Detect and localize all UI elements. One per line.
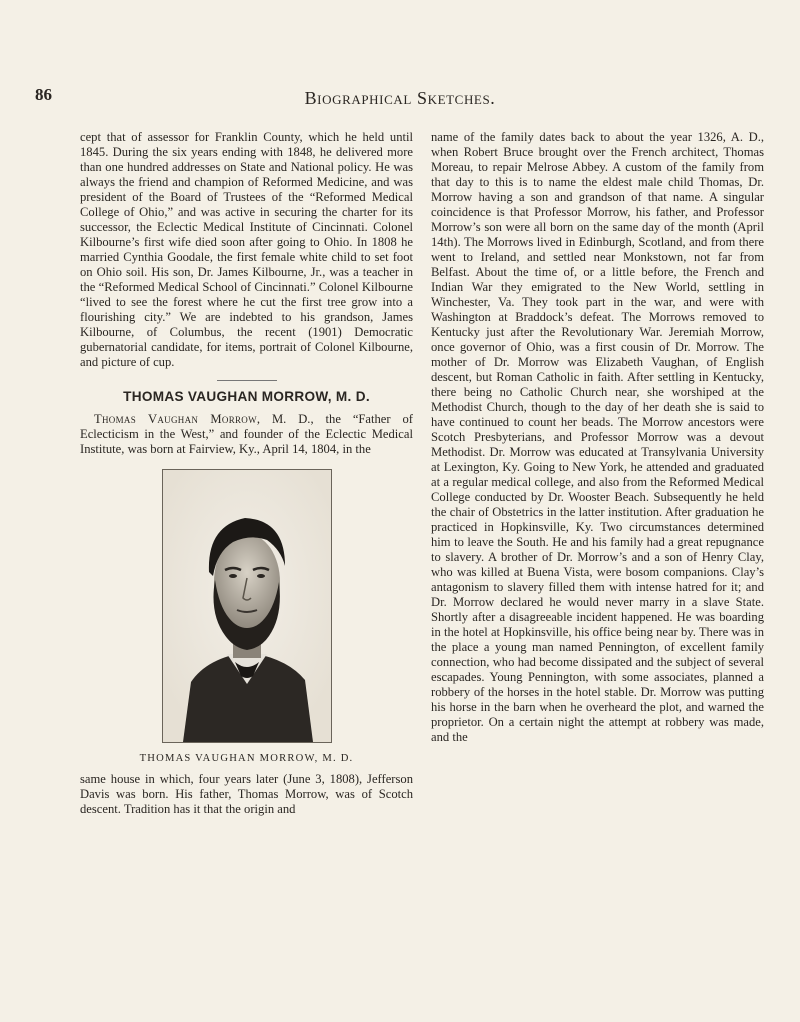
page-number: 86 [35, 85, 52, 104]
portrait-photo [163, 470, 331, 742]
portrait-frame [162, 469, 332, 743]
right-column [431, 130, 764, 745]
portrait-caption: THOMAS VAUGHAN MORROW, M. D. [139, 753, 354, 764]
lead-name: Thomas Vaughan Morrow [94, 412, 257, 426]
section-divider [217, 380, 277, 381]
left-column [80, 130, 413, 817]
running-head: Biographical Sketches. [304, 88, 496, 108]
paragraph [80, 412, 413, 457]
section-heading: THOMAS VAUGHAN MORROW, M. D. [123, 389, 370, 404]
paragraph: same house in which, four years later (June 3, 1808), Jefferson Davis was born. His father, Thomas Morrow, was of Scotch descent. Tradition has it that the origin and [80, 772, 413, 816]
paragraph-text: , M. D., the “Father of Eclecticism in the West,” and founder of the Eclectic Medical Institute, was born at Fairview, Ky., April 14, 1804, in the [80, 412, 413, 456]
paragraph: cept that of assessor for Franklin County, which he held until 1845. During the six years ending with 1848, he delivered more than one hundred addresses on State and National policy. He was always the friend and champion of Reformed Medicine, and was president of the Board of Trustees of the “Reformed Medical College of Ohio,” and was active in securing the charter for its successor, the Eclectic Medical Institute of Cincinnati. Colonel Kilbourne’s first wife died soon after going to Ohio. In 1808 he married Cynthia Goodale, the first female white child to set foot on Ohio soil. His son, Dr. James Kilbourne, Jr., was a teacher in the “Reformed Medical School of Cincinnati.” Colonel Kilbourne “lived to see the forest where he cut the first tree grow into a flourishing city.” We are indebted to his grandson, James Kilbourne, of Columbus, the recent (1901) Democratic gubernatorial candidate, for items, portrait of Colonel Kilbourne, and picture of cup. [80, 130, 413, 369]
paragraph: name of the family dates back to about the year 1326, A. D., when Robert Bruce brought over the French architect, Thomas Moreau, to repair Melrose Abbey. A custom of the family from that day to this is to name the eldest male child Thomas, Dr. Morrow having a son and grandson of that name. A singular coincidence is that Professor Morrow, his father, and Professor Morrow’s son were all born on the same day of the month (April 14th). The Morrows lived in Edinburgh, Scotland, and from there went to Ireland, and settled near Monkstown, not far from Belfast. About the time of, or a little before, the French and Indian War they emigrated to the New World, settling in Winchester, Va. They took part in the war, and were with Washington at Braddock’s defeat. The Morrows removed to Kentucky just after the Revolutionary War. Jeremiah Morrow, once governor of Ohio, was a first cousin of Dr. Morrow. The mother of Dr. Morrow was Elizabeth Vaughan, of English descent, but Roman Catholic in faith. After settling in Kentucky, there being no Catholic Church near, she worshiped at the Methodist Church, though to the day of her death she is said to have continued to count her beads. The Morrow ancestors were Scotch Presbyterians, and Professor Morrow was a devout Methodist. Dr. Morrow was educated at Transylvania University at Lexington, Ky. Going to New York, he attended and graduated at a regular medical college, and also from the Reformed Medical College conducted by Dr. Wooster Beach. Subsequently he held the chair of Obstetrics in the latter institution. After graduation he practiced in Hopkinsville, Ky. Two circumstances determined him to leave the South. He and his family had a great repugnance to slavery. A brother of Dr. Morrow’s and a son of Henry Clay, who was killed at Buena Vista, were bosom companions. Clay’s antagonism to slavery filled them with intense hatred for it; and Dr. Morrow declared he would never marry in a slave State. Shortly after a disagreeable incident happened. He was boarding in the hotel at Hopkinsville, his office being near by. There was in the place a young man named Pennington, of excellent family connection, who had become dissipated and the subject of several escapades. Young Pennington, with some associates, planned a robbery of the horses in the hotel stable. Dr. Morrow was putting his horse in the barn when he overheard the plot, and warned the proprietor. On a certain night the attempt at robbery was made, and the [431, 130, 764, 744]
